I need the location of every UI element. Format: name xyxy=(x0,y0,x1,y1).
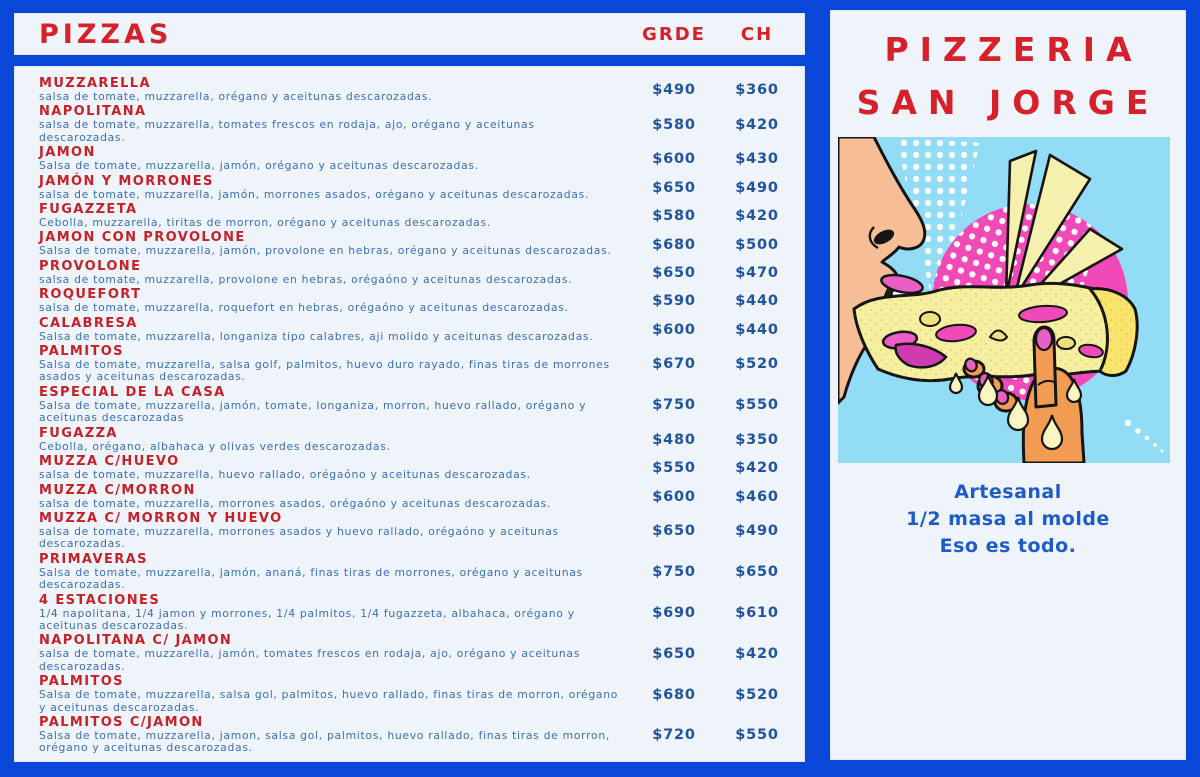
item-price-chica: $490 xyxy=(735,523,779,540)
item-text xyxy=(39,675,628,714)
tagline xyxy=(831,479,1185,560)
menu-title: PIZZAS xyxy=(39,18,173,50)
item-text xyxy=(39,203,628,229)
item-text xyxy=(39,260,628,286)
item-description: salsa de tomate, muzzarella, morrones asados y huevo rallado, orégaóno y aceitunas descarozadas. xyxy=(39,524,559,551)
brand-title-line1: PIZZERIA xyxy=(884,30,1143,69)
item-name: JAMON xyxy=(39,145,96,161)
item-price-chica: $650 xyxy=(735,564,779,581)
item-text xyxy=(39,146,628,172)
item-text xyxy=(39,386,628,425)
item-description: salsa de tomate, muzzarella, jamón, tomates frescos en rodaja, ajo, orégano y aceitunas descarozadas. xyxy=(39,647,581,673)
item-price-grande: $670 xyxy=(652,356,696,373)
item-description: Salsa de tomate, muzzarella, salsa golf, palmitos, huevo duro rayado, finas tiras de morrones asados y aceitunas descarozadas. xyxy=(39,358,610,384)
tagline-line3: Eso es todo. xyxy=(939,535,1077,557)
item-price-grande: $650 xyxy=(652,523,696,540)
item-text xyxy=(39,77,628,103)
item-text xyxy=(39,427,628,453)
menu-item xyxy=(39,175,794,201)
item-text xyxy=(39,231,628,257)
item-text xyxy=(39,484,628,510)
item-name: FUGAZZA xyxy=(39,425,118,441)
item-price-chica: $470 xyxy=(735,265,779,282)
item-text xyxy=(39,455,628,481)
item-text xyxy=(39,288,628,314)
item-price-grande: $650 xyxy=(652,265,696,282)
item-name: MUZZA C/MORRON xyxy=(39,482,196,498)
menu-column xyxy=(14,13,805,762)
pizza-list xyxy=(14,66,805,762)
item-price-chica: $440 xyxy=(735,293,779,310)
item-name: ROQUEFORT xyxy=(39,287,142,303)
item-price-grande: $480 xyxy=(652,431,696,448)
item-name: NAPOLITANA C/ JAMON xyxy=(39,633,233,649)
item-name: PROVOLONE xyxy=(39,258,142,274)
item-price-grande: $580 xyxy=(652,208,696,225)
item-text xyxy=(39,317,628,343)
item-name: CALABRESA xyxy=(39,315,138,331)
item-price-chica: $520 xyxy=(735,356,779,373)
item-description: Salsa de tomate, muzzarella, salsa gol, palmitos, huevo rallado, finas tiras de morron, orégano y aceitunas descarozadas. xyxy=(39,688,619,714)
item-price-chica: $420 xyxy=(735,460,779,477)
item-price-chica: $490 xyxy=(735,179,779,196)
item-price-chica: $460 xyxy=(735,488,779,505)
tagline-line2: 1/2 masa al molde xyxy=(906,508,1110,530)
item-price-chica: $550 xyxy=(735,397,779,414)
brand-panel xyxy=(830,10,1186,760)
item-description: Salsa de tomate, muzzarella, jamón, ananá, finas tiras de morrones, orégano y aceitunas descarozadas. xyxy=(39,565,583,592)
item-text xyxy=(39,634,628,673)
menu-item xyxy=(39,634,794,673)
item-price-grande: $650 xyxy=(652,179,696,196)
item-price-grande: $680 xyxy=(652,686,696,703)
item-price-grande: $600 xyxy=(652,488,696,505)
menu-item xyxy=(39,675,794,714)
item-text xyxy=(39,594,628,633)
menu-header xyxy=(14,13,805,55)
item-description: salsa de tomate, muzzarella, huevo rallado, orégaóno y aceitunas descarozadas. xyxy=(39,468,531,482)
menu-item xyxy=(39,105,794,144)
item-price-chica: $550 xyxy=(735,727,779,744)
item-description: 1/4 napolitana, 1/4 jamon y morrones, 1/4 palmitos, 1/4 fugazzeta, albahaca, orégano y aceitunas descarozadas. xyxy=(39,606,575,632)
item-description: Cebolla, orégano, albahaca y olivas verdes descarozadas. xyxy=(39,439,391,453)
item-text xyxy=(39,553,628,592)
item-description: salsa de tomate, muzzarella, orégano y aceitunas descarozadas. xyxy=(39,90,433,103)
column-header-grande: GRDE xyxy=(642,23,706,45)
item-description: Salsa de tomate, muzzarella, longaniza tipo calabres, aji molido y aceitunas descarozadas. xyxy=(39,329,594,343)
item-description: salsa de tomate, muzzarella, tomates frescos en rodaja, ajo, orégano y aceitunas descarozadas. xyxy=(39,118,535,144)
menu-item xyxy=(39,203,794,229)
item-name: MUZZA C/HUEVO xyxy=(39,454,180,470)
item-price-grande: $750 xyxy=(652,397,696,414)
item-name: PALMITOS xyxy=(39,344,124,360)
item-text xyxy=(39,345,628,384)
pizza-eating-illustration xyxy=(838,137,1170,463)
item-description: Salsa de tomate, muzzarella, jamón, tomate, longaniza, morron, huevo rallado, orégano y aceitunas descarozadas xyxy=(39,398,587,425)
item-price-chica: $440 xyxy=(735,321,779,338)
item-description: salsa de tomate, muzzarella, roquefort en hebras, orégaóno y aceitunas descarozadas. xyxy=(39,301,569,315)
menu-item xyxy=(39,484,794,510)
item-price-chica: $430 xyxy=(735,151,779,168)
item-price-chica: $500 xyxy=(735,236,779,253)
item-name: PRIMAVERAS xyxy=(39,551,148,567)
item-text xyxy=(39,716,628,755)
menu-item xyxy=(39,386,794,425)
item-price-chica: $520 xyxy=(735,686,779,703)
item-name: MUZZA C/ MORRON Y HUEVO xyxy=(39,510,283,526)
item-name: MUZZARELLA xyxy=(39,76,151,91)
item-price-grande: $720 xyxy=(652,727,696,744)
menu-item xyxy=(39,345,794,384)
item-name: JAMÓN Y MORRONES xyxy=(39,173,214,189)
menu-item xyxy=(39,77,794,103)
item-price-chica: $420 xyxy=(735,645,779,662)
menu-item xyxy=(39,594,794,633)
item-price-grande: $600 xyxy=(652,321,696,338)
menu-item xyxy=(39,716,794,755)
item-price-chica: $360 xyxy=(735,82,779,99)
item-text xyxy=(39,175,628,201)
item-price-grande: $750 xyxy=(652,564,696,581)
menu-item xyxy=(39,553,794,592)
item-text xyxy=(39,512,628,551)
item-price-chica: $610 xyxy=(735,604,779,621)
item-description: Salsa de tomate, muzzarella, jamon, salsa gol, palmitos, huevo rallado, finas tiras de morron, orégano y aceitunas descarozadas. xyxy=(39,728,611,755)
item-text xyxy=(39,105,628,144)
menu-item xyxy=(39,427,794,453)
item-description: salsa de tomate, muzzarella, jamón, morrones asados, orégano y aceitunas descarozadas. xyxy=(39,187,590,201)
item-price-grande: $490 xyxy=(652,82,696,99)
item-name: FUGAZZETA xyxy=(39,202,138,218)
item-price-grande: $650 xyxy=(652,645,696,662)
menu-item xyxy=(39,146,794,172)
menu-item xyxy=(39,231,794,257)
tagline-line1: Artesanal xyxy=(954,481,1062,503)
menu-item xyxy=(39,512,794,551)
item-name: NAPOLITANA xyxy=(39,104,147,120)
item-price-grande: $550 xyxy=(652,460,696,477)
menu-item xyxy=(39,317,794,343)
item-price-chica: $420 xyxy=(735,116,779,133)
item-description: Salsa de tomate, muzzarella, jamón, provolone en hebras, orégano y aceitunas descarozadas. xyxy=(39,244,612,258)
item-description: Cebolla, muzzarella, tiritas de morron, orégano y aceitunas descarozadas. xyxy=(39,216,491,230)
brand-title xyxy=(831,23,1185,129)
item-price-grande: $680 xyxy=(652,236,696,253)
item-price-grande: $600 xyxy=(652,151,696,168)
item-description: salsa de tomate, muzzarella, morrones asados, orégaóno y aceitunas descarozadas. xyxy=(39,496,552,510)
item-name: JAMON CON PROVOLONE xyxy=(39,230,246,246)
item-name: PALMITOS xyxy=(39,674,124,690)
item-name: 4 ESTACIONES xyxy=(39,592,161,608)
item-description: Salsa de tomate, muzzarella, jamón, orégano y aceitunas descarozadas. xyxy=(39,159,479,173)
item-description: salsa de tomate, muzzarella, provolone en hebras, orégaóno y aceitunas descarozadas. xyxy=(39,272,573,286)
item-price-grande: $590 xyxy=(652,293,696,310)
menu-item xyxy=(39,260,794,286)
column-header-chica: CH xyxy=(740,23,774,45)
item-price-grande: $580 xyxy=(652,116,696,133)
menu-item xyxy=(39,288,794,314)
item-price-chica: $350 xyxy=(735,431,779,448)
item-price-chica: $420 xyxy=(735,208,779,225)
item-price-grande: $690 xyxy=(652,604,696,621)
item-name: ESPECIAL DE LA CASA xyxy=(39,384,226,400)
brand-title-line2: SAN JORGE xyxy=(856,83,1160,122)
item-name: PALMITOS C/JAMON xyxy=(39,714,204,730)
menu-item xyxy=(39,455,794,481)
